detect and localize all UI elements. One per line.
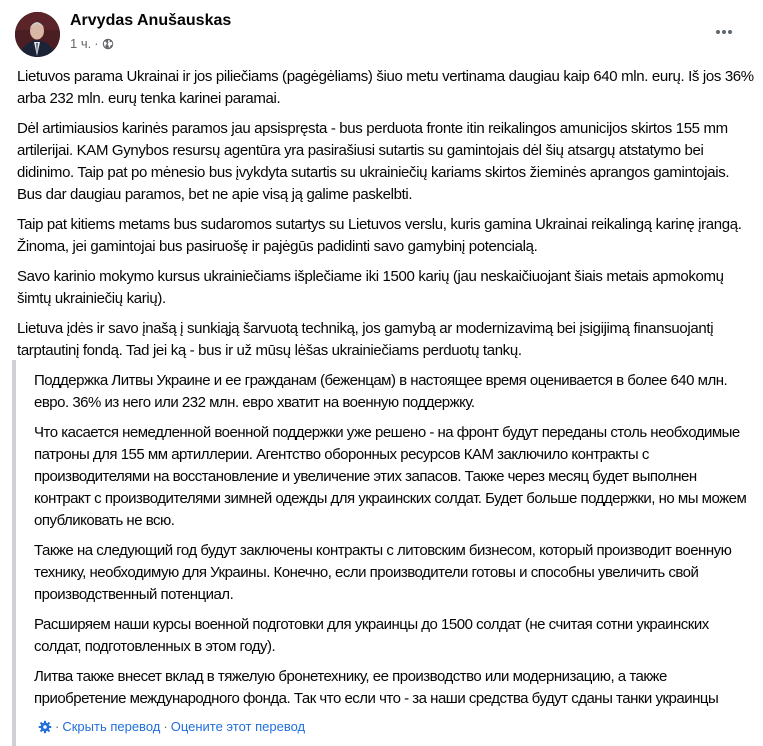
more-horizontal-icon [728,30,732,34]
post-paragraph: Lietuva įdės ir savo įnašą į sunkiąją šarvuotą techniką, jos gamybą ar modernizavimą bei įsigijimą finansuojantį tarptautinį fondą. Tad jei ką - bus ir už mūsų lėšas ukrainiečiams perduotų tankų. [17,320,714,359]
hide-translation-link[interactable]: Скрыть перевод [62,719,161,734]
translation-footer [38,719,305,734]
post-paragraph: Dėl artimiausios karinės paramos jau apsispręsta - bus perduota fronte itin reikalingos amunicijos skirtos 155 mm artilerijai. KAM Gynybos resursų agentūra yra pasirašiusi sutartis su gamintojais dėl šių atsargų atstatymo bei didinimo. Taip pat po mėnesio bus įvykdyta sutartis su ukrainiečių kariams skirtos žieminės aprangos gamintojais. Bus dar daugiau paramos, bet ne apie visą ją galime paskelbti. [17,120,730,203]
more-horizontal-icon [722,30,726,34]
footer-separator: · [163,719,168,734]
author-avatar[interactable] [15,12,60,57]
translation-paragraph: Литва также внесет вклад в тяжелую бронетехнику, ее производство или модернизацию, а также приобретение международного фонда. Так что если что - за наши средства будут сданы танки украинцы [34,668,719,707]
translation-text [34,370,756,718]
translation-paragraph: Также на следующий год будут заключены контракты с литовским бизнесом, который производит военную технику, необходимую для Украины. Конечно, если производители готовы и способны увеличить свой производственный потенциал. [34,542,732,603]
translation-block [12,360,761,746]
post-paragraph: Taip pat kitiems metams bus sudaromos sutartys su Lietuvos verslu, kuris gamina Ukrainai reikalingą karinę įrangą. Žinoma, jei gamintojai bus pasiruošę ir pajėgūs padidinti savo gamybinį potencialą. [17,216,742,255]
post-body [17,66,757,370]
post-time[interactable]: 1 ч. [70,36,92,51]
avatar-photo [15,12,60,57]
gear-icon[interactable] [38,720,52,734]
translation-paragraph: Что касается немедленной военной поддержки уже решено - на фронт будут переданы столь необходимые патроны для 155 мм артиллерии. Агентство оборонных ресурсов КАМ заключило контракты с производителями на восстановление и увеличение этих запасов. Также через месяц будет выполнен контракт с производителями зимней одежды для украинских солдат. Будет больше поддержки, но мы можем опубликовать не всю. [34,424,747,529]
translation-paragraph: Расширяем наши курсы военной подготовки для украинцы до 1500 солдат (не считая сотни украинских солдат, подготовленных в этом году). [34,616,709,655]
globe-icon[interactable] [102,38,114,50]
post-paragraph: Lietuvos parama Ukrainai ir jos piliečiams (pagėgėliams) šiuo metu vertinama daugiau kaip 640 mln. eurų. Iš jos 36% arba 232 mln. eurų tenka karinei paramai. [17,68,754,107]
more-horizontal-icon [716,30,720,34]
rate-translation-link[interactable]: Оцените этот перевод [170,719,306,734]
translation-paragraph: Поддержка Литвы Украине и ее гражданам (беженцам) в настоящее время оценивается в более 640 млн. евро. 36% из него или 232 млн. евро хватит на военную поддержку. [34,372,728,411]
more-options-button[interactable] [710,22,738,42]
post-paragraph: Savo karinio mokymo kursus ukrainiečiams išplečiame iki 1500 karių (jau neskaičiuojant šiais metais apmokomų šimtų ukrainiečių karių). [17,268,724,307]
post-meta [70,36,114,51]
author-name[interactable]: Arvydas Anušauskas [70,12,232,29]
meta-separator: · [94,36,99,51]
footer-separator: · [55,719,60,734]
post-header [0,0,763,62]
